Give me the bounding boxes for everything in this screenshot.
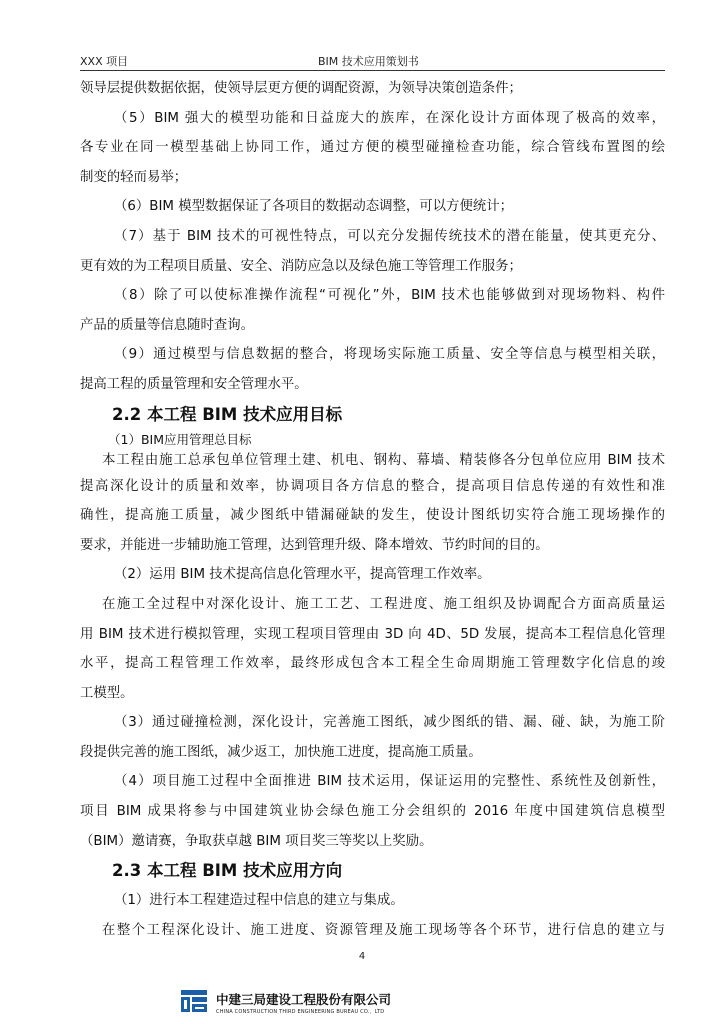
paragraph-line: 制变的轻而易举； [80, 169, 188, 185]
company-logo-icon [178, 986, 210, 1016]
paragraph-line: （9）通过模型与信息数据的整合，将现场实际施工质量、安全等信息与模型相关联， [114, 347, 665, 363]
paragraph-line: （2）运用 BIM 技术提高信息化管理水平，提高管理工作效率。 [114, 567, 491, 583]
section-heading-2-3: 2.3 本工程 BIM 技术应用方向 [112, 861, 343, 881]
paragraph-line: 确性，提高施工质量，减少图纸中错漏碰缺的发生，使设计图纸切实符合施工现场操作的 [80, 508, 665, 524]
paragraph-line: （BIM）邀请赛，争取获卓越 BIM 项目奖三等奖以上奖励。 [80, 833, 433, 849]
page-header [80, 50, 665, 71]
paragraph-line: 在整个工程深化设计、施工进度、资源管理及施工现场等各个环节，进行信息的建立与 [102, 922, 665, 938]
paragraph-line: （7）基于 BIM 技术的可视性特点，可以充分发掘传统技术的潜在能量，使其更充分、 [114, 228, 665, 244]
paragraph-line: 要求，并能进一步辅助施工管理，达到管理升级、降本增效、节约时间的目的。 [80, 537, 549, 553]
section-heading-2-2: 2.2 本工程 BIM 技术应用目标 [112, 404, 343, 424]
company-name-en: CHINA CONSTRUCTION THIRD ENGINEERING BUREAU CO.，LTD [216, 1009, 385, 1015]
paragraph-line: （4）项目施工过程中全面推进 BIM 技术运用，保证运用的完整性、系统性及创新性， [114, 774, 665, 790]
paragraph-line: （6）BIM 模型数据保证了各项目的数据动态调整，可以方便统计； [114, 199, 514, 215]
subheading-management-goal: （1）BIM应用管理总目标 [108, 431, 252, 447]
paragraph-line: 更有效的为工程项目质量、安全、消防应急以及绿色施工等管理工作服务； [80, 258, 522, 274]
paragraph-line: （5）BIM 强大的模型功能和日益庞大的族库，在深化设计方面体现了极高的效率， [114, 110, 665, 126]
paragraph-line: 项目 BIM 成果将参与中国建筑业协会绿色施工分会组织的 2016 年度中国建筑信息模型 [80, 804, 665, 820]
page-footer [178, 986, 438, 1022]
paragraph-line: 在施工全过程中对深化设计、施工工艺、工程进度、施工组织及协调配合方面高质量运 [102, 596, 665, 612]
paragraph-line: （1）进行本工程建造过程中信息的建立与集成。 [114, 893, 404, 909]
header-project-name: XXX 项目 [80, 55, 129, 68]
company-name-cn: 中建三局建设工程股份有限公司 [216, 992, 392, 1007]
page-number: 4 [358, 951, 366, 962]
header-document-title: BIM 技术应用策划书 [318, 55, 419, 68]
paragraph-line: 产品的质量等信息随时查询。 [80, 317, 255, 333]
paragraph-line: 工模型。 [80, 685, 134, 701]
paragraph-line: （3）通过碰撞检测，深化设计，完善施工图纸，减少图纸的错、漏、碰、缺，为施工阶 [114, 715, 665, 731]
paragraph-line: 本工程由施工总承包单位管理土建、机电、钢构、幕墙、精装修各分包单位应用 BIM 技术 [102, 452, 665, 468]
page-body [80, 74, 665, 945]
paragraph-line: 水平，提高工程管理工作效率，最终形成包含本工程全生命周期施工管理数字化信息的竣 [80, 656, 665, 672]
paragraph-line: 提高深化设计的质量和效率，协调项目各方信息的整合，提高项目信息传递的有效性和准 [80, 478, 665, 494]
paragraph-line: 领导层提供数据依据，使领导层更方便的调配资源，为领导决策创造条件； [80, 81, 522, 96]
paragraph-line: 提高工程的质量管理和安全管理水平。 [80, 376, 308, 392]
paragraph-line: 用 BIM 技术进行模拟管理，实现工程项目管理由 3D 向 4D、5D 发展，提高本工程信息化管理 [80, 626, 665, 642]
paragraph-line: （8）除了可以使标准操作流程“可视化”外，BIM 技术也能够做到对现场物料、构件 [114, 288, 665, 304]
paragraph-line: 段提供完善的施工图纸，减少返工，加快施工进度，提高施工质量。 [80, 744, 482, 760]
paragraph-line: 各专业在同一模型基础上协同工作，通过方便的模型碰撞检查功能，综合管线布置图的绘 [80, 140, 665, 156]
